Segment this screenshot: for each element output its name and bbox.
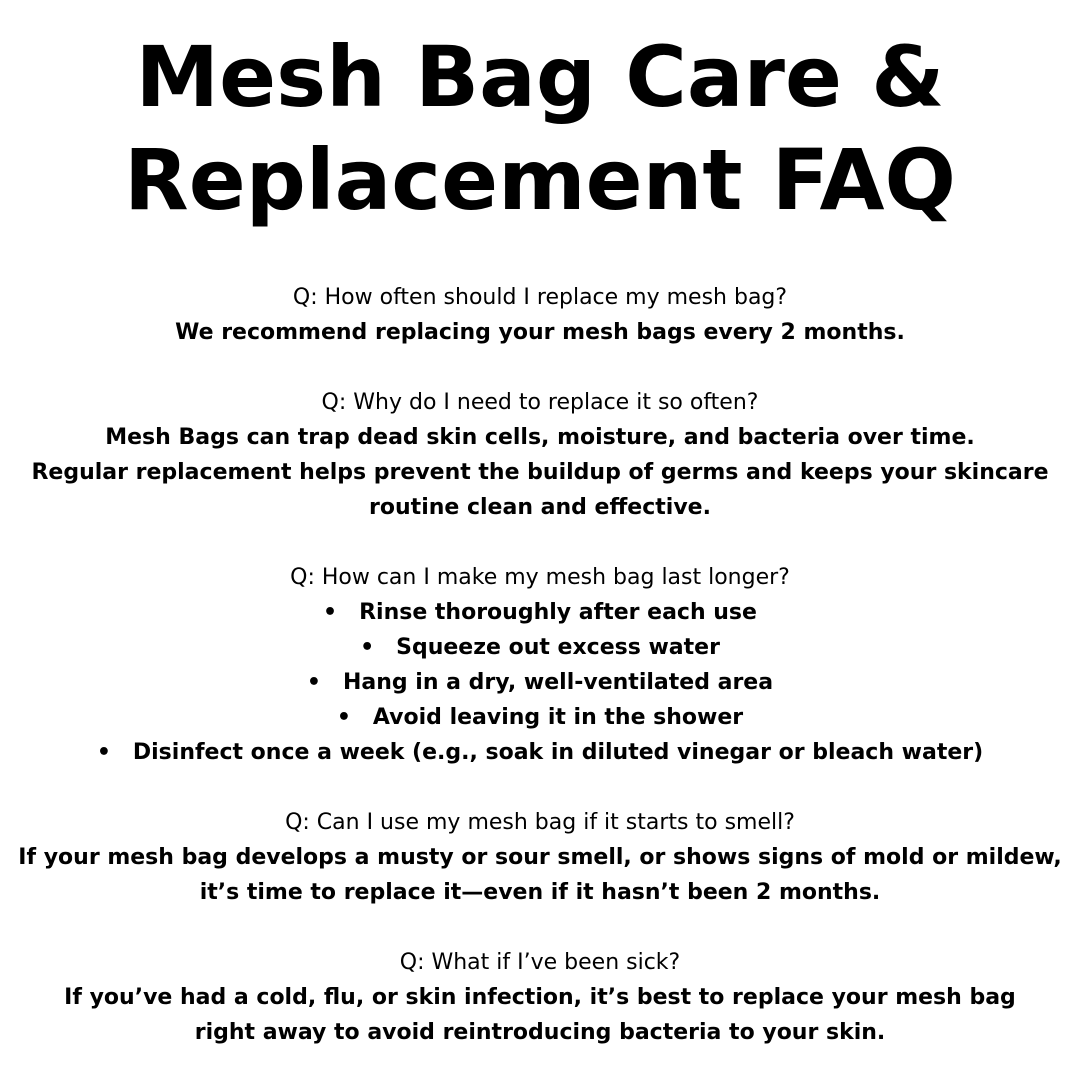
faq-answer-line: routine clean and effective. [369, 495, 711, 520]
care-tip-item [0, 735, 1080, 770]
care-tip-text: Rinse thoroughly after each use [359, 600, 757, 625]
faq-question: Q: Can I use my mesh bag if it starts to smell? [285, 810, 795, 835]
title-line-2: Replacement FAQ [124, 131, 956, 229]
care-tip-text: Avoid leaving it in the shower [372, 705, 744, 730]
faq-item-why-replace [0, 385, 1080, 525]
care-tip-item [0, 595, 1080, 630]
faq-answer-line: If your mesh bag develops a musty or sour smell, or shows signs of mold or mildew, [18, 845, 1062, 870]
faq-answer-line: right away to avoid reintroducing bacteria to your skin. [194, 1020, 886, 1045]
faq-question: Q: How can I make my mesh bag last longer? [290, 565, 790, 590]
faq-answer-line: Regular replacement helps prevent the buildup of germs and keeps your skincare [31, 460, 1049, 485]
page-title [0, 26, 1080, 232]
faq-item-last-longer [0, 560, 1080, 770]
faq-answer-line: Mesh Bags can trap dead skin cells, moisture, and bacteria over time. [105, 425, 975, 450]
faq-answer-line: If you’ve had a cold, flu, or skin infection, it’s best to replace your mesh bag [64, 985, 1016, 1010]
care-tips-list [0, 595, 1080, 770]
bullet-icon: • [306, 670, 321, 695]
care-tip-text: Squeeze out excess water [396, 635, 720, 660]
faq-list [0, 280, 1080, 1085]
faq-item-sick [0, 945, 1080, 1050]
bullet-icon: • [323, 600, 338, 625]
faq-item-smell [0, 805, 1080, 910]
title-line-1: Mesh Bag Care & [135, 28, 945, 126]
faq-question: Q: How often should I replace my mesh bag? [292, 285, 788, 310]
care-tip-text: Hang in a dry, well-ventilated area [342, 670, 774, 695]
faq-answer: We recommend replacing your mesh bags every 2 months. [175, 320, 905, 345]
faq-answer-line: it’s time to replace it—even if it hasn’t been 2 months. [199, 880, 881, 905]
bullet-icon: • [360, 635, 375, 660]
care-tip-item [0, 630, 1080, 665]
faq-item-replace-frequency [0, 280, 1080, 350]
faq-question: Q: Why do I need to replace it so often? [321, 390, 759, 415]
care-tip-item [0, 700, 1080, 735]
care-tip-item [0, 665, 1080, 700]
bullet-icon: • [336, 705, 351, 730]
care-tip-text: Disinfect once a week (e.g., soak in diluted vinegar or bleach water) [132, 740, 984, 765]
bullet-icon: • [96, 740, 111, 765]
faq-question: Q: What if I’ve been sick? [399, 950, 681, 975]
